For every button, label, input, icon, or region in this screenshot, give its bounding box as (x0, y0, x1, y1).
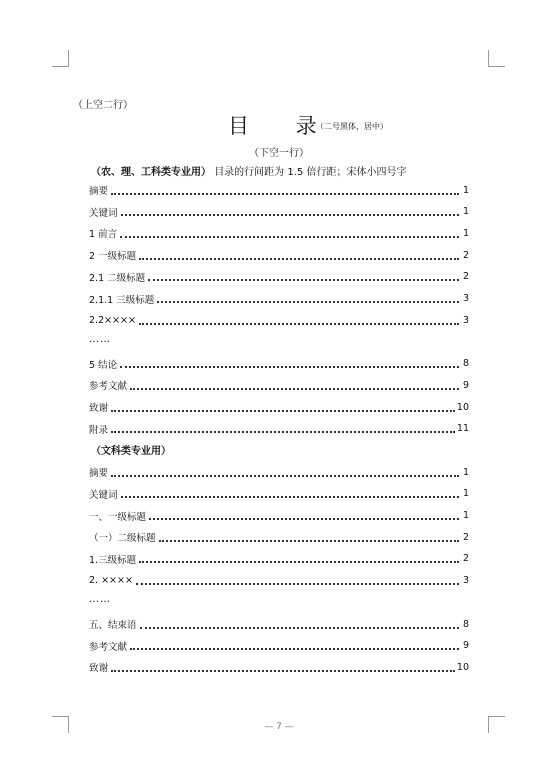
toc-leader-dots (130, 387, 459, 390)
toc-entry-label: （一）二级标题 (89, 533, 156, 545)
toc-leader-dots (121, 213, 459, 216)
toc-entry-page: 1 (462, 488, 469, 500)
toc-leader-dots (139, 560, 459, 563)
crop-mark-top-right (488, 50, 505, 67)
page-title: 目 录 (228, 114, 337, 138)
toc-entry-page: 1 (462, 510, 469, 521)
toc-entry-page: 3 (462, 314, 469, 326)
format-rule: 目录的行间距为 1.5 倍行距；宋体小四号字 (214, 167, 407, 178)
toc-entry (89, 660, 469, 674)
toc-entry (89, 226, 469, 240)
toc-entry-page: 8 (462, 358, 469, 370)
below-title-note: （下空一行） (249, 148, 309, 159)
toc-leader-dots (111, 192, 459, 195)
toc-entry (89, 617, 469, 631)
page-number: — 7 — (264, 722, 294, 732)
toc-leader-dots (120, 365, 459, 368)
toc-entry-label: 2.1.1 三级标题 (89, 294, 155, 306)
category-label: （农、理、工科类专业用） (91, 167, 211, 178)
top-spacing-note: （上空二行） (73, 100, 133, 111)
toc-leader-dots (149, 517, 459, 520)
toc-entry (89, 205, 469, 219)
toc-entry (89, 530, 469, 544)
toc-entry-page: 2 (462, 531, 469, 543)
toc-leader-dots (120, 235, 459, 238)
toc-entry-label: 1 前言 (89, 229, 118, 241)
toc-entry-page: 1 (462, 227, 469, 239)
toc-entry (89, 292, 469, 306)
toc-leader-dots (136, 582, 459, 585)
toc-leader-dots (140, 626, 459, 629)
toc-entry (89, 378, 469, 392)
toc-leader-dots (111, 430, 455, 433)
toc-leader-dots (121, 495, 459, 498)
toc-ellipsis: …… (89, 594, 111, 606)
toc-leader-dots (139, 322, 459, 325)
toc-entry-label: 致谢 (89, 403, 109, 414)
toc-entry (89, 357, 469, 371)
toc-entry (89, 574, 469, 588)
toc-entry-label: 摘要 (89, 468, 109, 480)
toc-entry-page: 1 (462, 184, 469, 196)
toc-entry-page: 10 (456, 401, 469, 413)
toc-leader-dots (157, 300, 459, 303)
toc-entry-label: 参考文献 (89, 641, 128, 653)
toc-entry (89, 487, 469, 501)
toc-entry-label: 2.1 二级标题 (89, 272, 146, 284)
toc-entry (89, 509, 469, 523)
toc-leader-dots (159, 539, 459, 542)
toc-entry-page: 10 (456, 661, 469, 673)
toc-entry-page: 9 (462, 379, 469, 391)
toc-entry-page: 1 (462, 466, 469, 478)
toc-leader-dots (111, 669, 455, 672)
toc-entry-label: 附录 (89, 424, 109, 436)
toc-entry-page: 9 (462, 640, 469, 652)
toc-leader-dots (130, 647, 459, 650)
toc-entry (89, 422, 469, 436)
toc-entry-label: 致谢 (89, 663, 109, 675)
toc-entry-label: 五、结束语 (89, 620, 137, 631)
toc-entry-label: 5 结论 (89, 359, 118, 371)
toc-leader-dots (148, 278, 459, 281)
toc-entry-page: 8 (462, 618, 469, 630)
toc-entry-label: 关键词 (89, 207, 118, 219)
toc-entry-page: 1 (462, 206, 469, 218)
toc-leader-dots (111, 409, 455, 412)
toc-entry (89, 552, 469, 566)
toc-entry (89, 183, 469, 197)
toc-entry-label: 1.三级标题 (89, 554, 137, 566)
toc-entry-label: 2 一级标题 (89, 251, 137, 263)
toc-entry (89, 313, 469, 327)
title-format-note: （二号黑体，居中） (316, 122, 388, 131)
toc-entry-label: 2.2×××× (89, 314, 136, 326)
toc-entry-label: 一、一级标题 (89, 511, 147, 523)
toc-leader-dots (111, 474, 459, 477)
toc-entry-page: 2 (462, 271, 469, 283)
spec-row (91, 163, 406, 178)
toc-entry (89, 248, 469, 262)
crop-mark-top-left (52, 50, 69, 67)
toc-entry-page: 2 (462, 553, 469, 565)
toc-entry (89, 465, 469, 479)
toc-entry-page: 11 (456, 423, 469, 435)
toc-entry-page: 3 (462, 293, 469, 304)
title-row (0, 112, 558, 140)
toc-entry-label: 2. ×××× (89, 575, 133, 587)
toc-entry (89, 270, 469, 284)
toc-entry-label: 参考文献 (89, 381, 128, 393)
toc-leader-dots (139, 257, 459, 260)
toc-entry-label: 关键词 (89, 489, 118, 501)
toc-entry (89, 639, 469, 653)
toc-entry (89, 400, 469, 414)
section-label-liberal-arts: （文科类专业用） (91, 446, 171, 458)
toc-entry-label: 摘要 (89, 186, 109, 197)
toc-ellipsis: …… (89, 333, 111, 345)
toc-entry-page: 2 (462, 249, 469, 261)
toc-entry-page: 3 (462, 575, 469, 587)
